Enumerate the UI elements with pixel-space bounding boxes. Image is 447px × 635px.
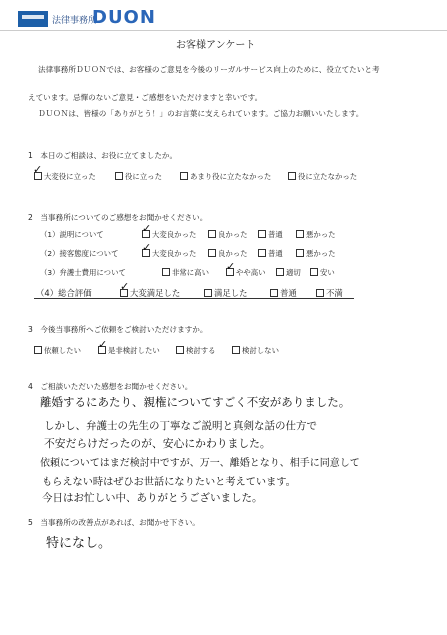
question-3-label: 3 今後当事務所へご依頼をご検討いただけますか。	[28, 325, 208, 334]
logo-subtitle: 法律事務所	[52, 16, 98, 26]
checkbox[interactable]	[162, 268, 170, 276]
checkbox[interactable]	[176, 346, 184, 354]
check-mark-icon: ✓	[98, 338, 108, 351]
intro-line-1: 法律事務所ＤＵＯＮでは、お客様のご意見を今後のリーガルサービス向上のために、役立てたいと考	[38, 65, 380, 74]
q2-row-4-option-1[interactable]: 満足した	[204, 287, 248, 299]
question-4-label: 4 ご相談いただいた感想をお聞かせください。	[28, 382, 193, 391]
q3-option-2[interactable]: 検討する	[176, 345, 216, 356]
q1-option-2[interactable]: あまり役に立たなかった	[180, 171, 271, 182]
handwritten-line-5: もらえない時はぜひお世話になりたいと考えています。	[42, 477, 296, 488]
checkbox[interactable]	[296, 249, 304, 257]
checkbox[interactable]	[180, 172, 188, 180]
q2-row-2-option-3[interactable]: 悪かった	[296, 248, 336, 259]
q2-row-1-option-2[interactable]: 普通	[258, 229, 283, 240]
check-mark-icon: ✓	[120, 280, 130, 293]
checkbox[interactable]	[258, 230, 266, 238]
duon-logo-icon	[18, 11, 48, 27]
handwritten-line-3: 不安だらけだったのが、安心にかわりました。	[44, 437, 271, 450]
checkbox[interactable]	[115, 172, 123, 180]
question-5-label: 5 当事務所の改善点があれば、お聞かせ下さい。	[28, 518, 200, 527]
header-divider	[0, 30, 447, 31]
check-mark-icon: ✓	[142, 241, 152, 254]
checkbox[interactable]	[276, 268, 284, 276]
checkbox[interactable]	[34, 346, 42, 354]
row-underline	[34, 298, 354, 299]
checkbox[interactable]	[270, 289, 278, 297]
q2-row-3-option-0[interactable]: 非常に高い	[162, 267, 209, 278]
checkbox[interactable]	[288, 172, 296, 180]
q1-option-0[interactable]: 大変役に立った	[34, 171, 96, 182]
handwritten-line-4: 依頼についてはまだ検討中ですが、万一、離婚となり、相手に同意して	[40, 458, 360, 469]
q2-row-3-option-1[interactable]: やや高い	[226, 267, 266, 278]
q2-row-1-option-0[interactable]: 大変良かった	[142, 229, 196, 240]
q2-row-4-option-3[interactable]: 不満	[316, 287, 343, 299]
intro-line-2: えています。忌憚のないご意見・ご感想をいただけますと幸いです。	[28, 93, 263, 102]
handwritten-line-1: 離婚するにあたり、親権についてすごく不安がありました。	[40, 395, 351, 409]
check-mark-icon: ✓	[33, 163, 43, 176]
q2-row-3-option-2[interactable]: 適切	[276, 267, 301, 278]
q2-row-4-option-0[interactable]: 大変満足した	[120, 287, 180, 299]
question-2-label: 2 当事務所についてのご感想をお聞かせください。	[28, 213, 208, 222]
q3-option-3[interactable]: 検討しない	[232, 345, 279, 356]
q2-row-2-option-2[interactable]: 普通	[258, 248, 283, 259]
checkbox[interactable]	[208, 249, 216, 257]
q2-row-3-option-3[interactable]: 安い	[310, 267, 335, 278]
q2-row-1-option-1[interactable]: 良かった	[208, 229, 248, 240]
question-1-label: 1 本日のご相談は、お役に立てましたか。	[28, 151, 178, 160]
q3-option-1[interactable]: 是非検討したい	[98, 345, 160, 356]
handwritten-line-2: しかし、弁護士の先生の丁寧なご説明と真剣な話の仕方で	[44, 420, 317, 432]
q1-option-1[interactable]: 役に立った	[115, 171, 162, 182]
check-mark-icon: ✓	[226, 260, 236, 273]
checkbox[interactable]	[310, 268, 318, 276]
q2-row-3-label: （3）弁護士費用について	[40, 268, 126, 277]
handwritten-answer-5: 特になし。	[46, 536, 112, 551]
q3-option-0[interactable]: 依頼したい	[34, 345, 81, 356]
checkbox[interactable]	[258, 249, 266, 257]
q2-row-2-option-0[interactable]: 大変良かった	[142, 248, 196, 259]
checkbox[interactable]	[232, 346, 240, 354]
handwritten-line-6: 今日はお忙しい中、ありがとうございました。	[42, 492, 263, 504]
logo-wordmark: DUON	[92, 7, 156, 28]
checkbox[interactable]	[204, 289, 212, 297]
q2-row-4-option-2[interactable]: 普通	[270, 287, 297, 299]
q2-row-2-option-1[interactable]: 良かった	[208, 248, 248, 259]
checkbox[interactable]	[208, 230, 216, 238]
checkbox[interactable]	[316, 289, 324, 297]
q2-row-4-label: （4）総合評価	[36, 288, 92, 298]
q2-row-1-option-3[interactable]: 悪かった	[296, 229, 336, 240]
q2-row-1-label: （1）説明について	[40, 230, 104, 239]
check-mark-icon: ✓	[142, 222, 152, 235]
page-title: お客様アンケート	[176, 40, 256, 51]
q1-option-3[interactable]: 役に立たなかった	[288, 171, 357, 182]
q2-row-2-label: （2）接客態度について	[40, 249, 119, 258]
intro-line-3: ＤＵＯＮは、皆様の「ありがとう！」のお言葉に支えられています。ご協力お願いいたします。	[38, 109, 364, 118]
checkbox[interactable]	[296, 230, 304, 238]
